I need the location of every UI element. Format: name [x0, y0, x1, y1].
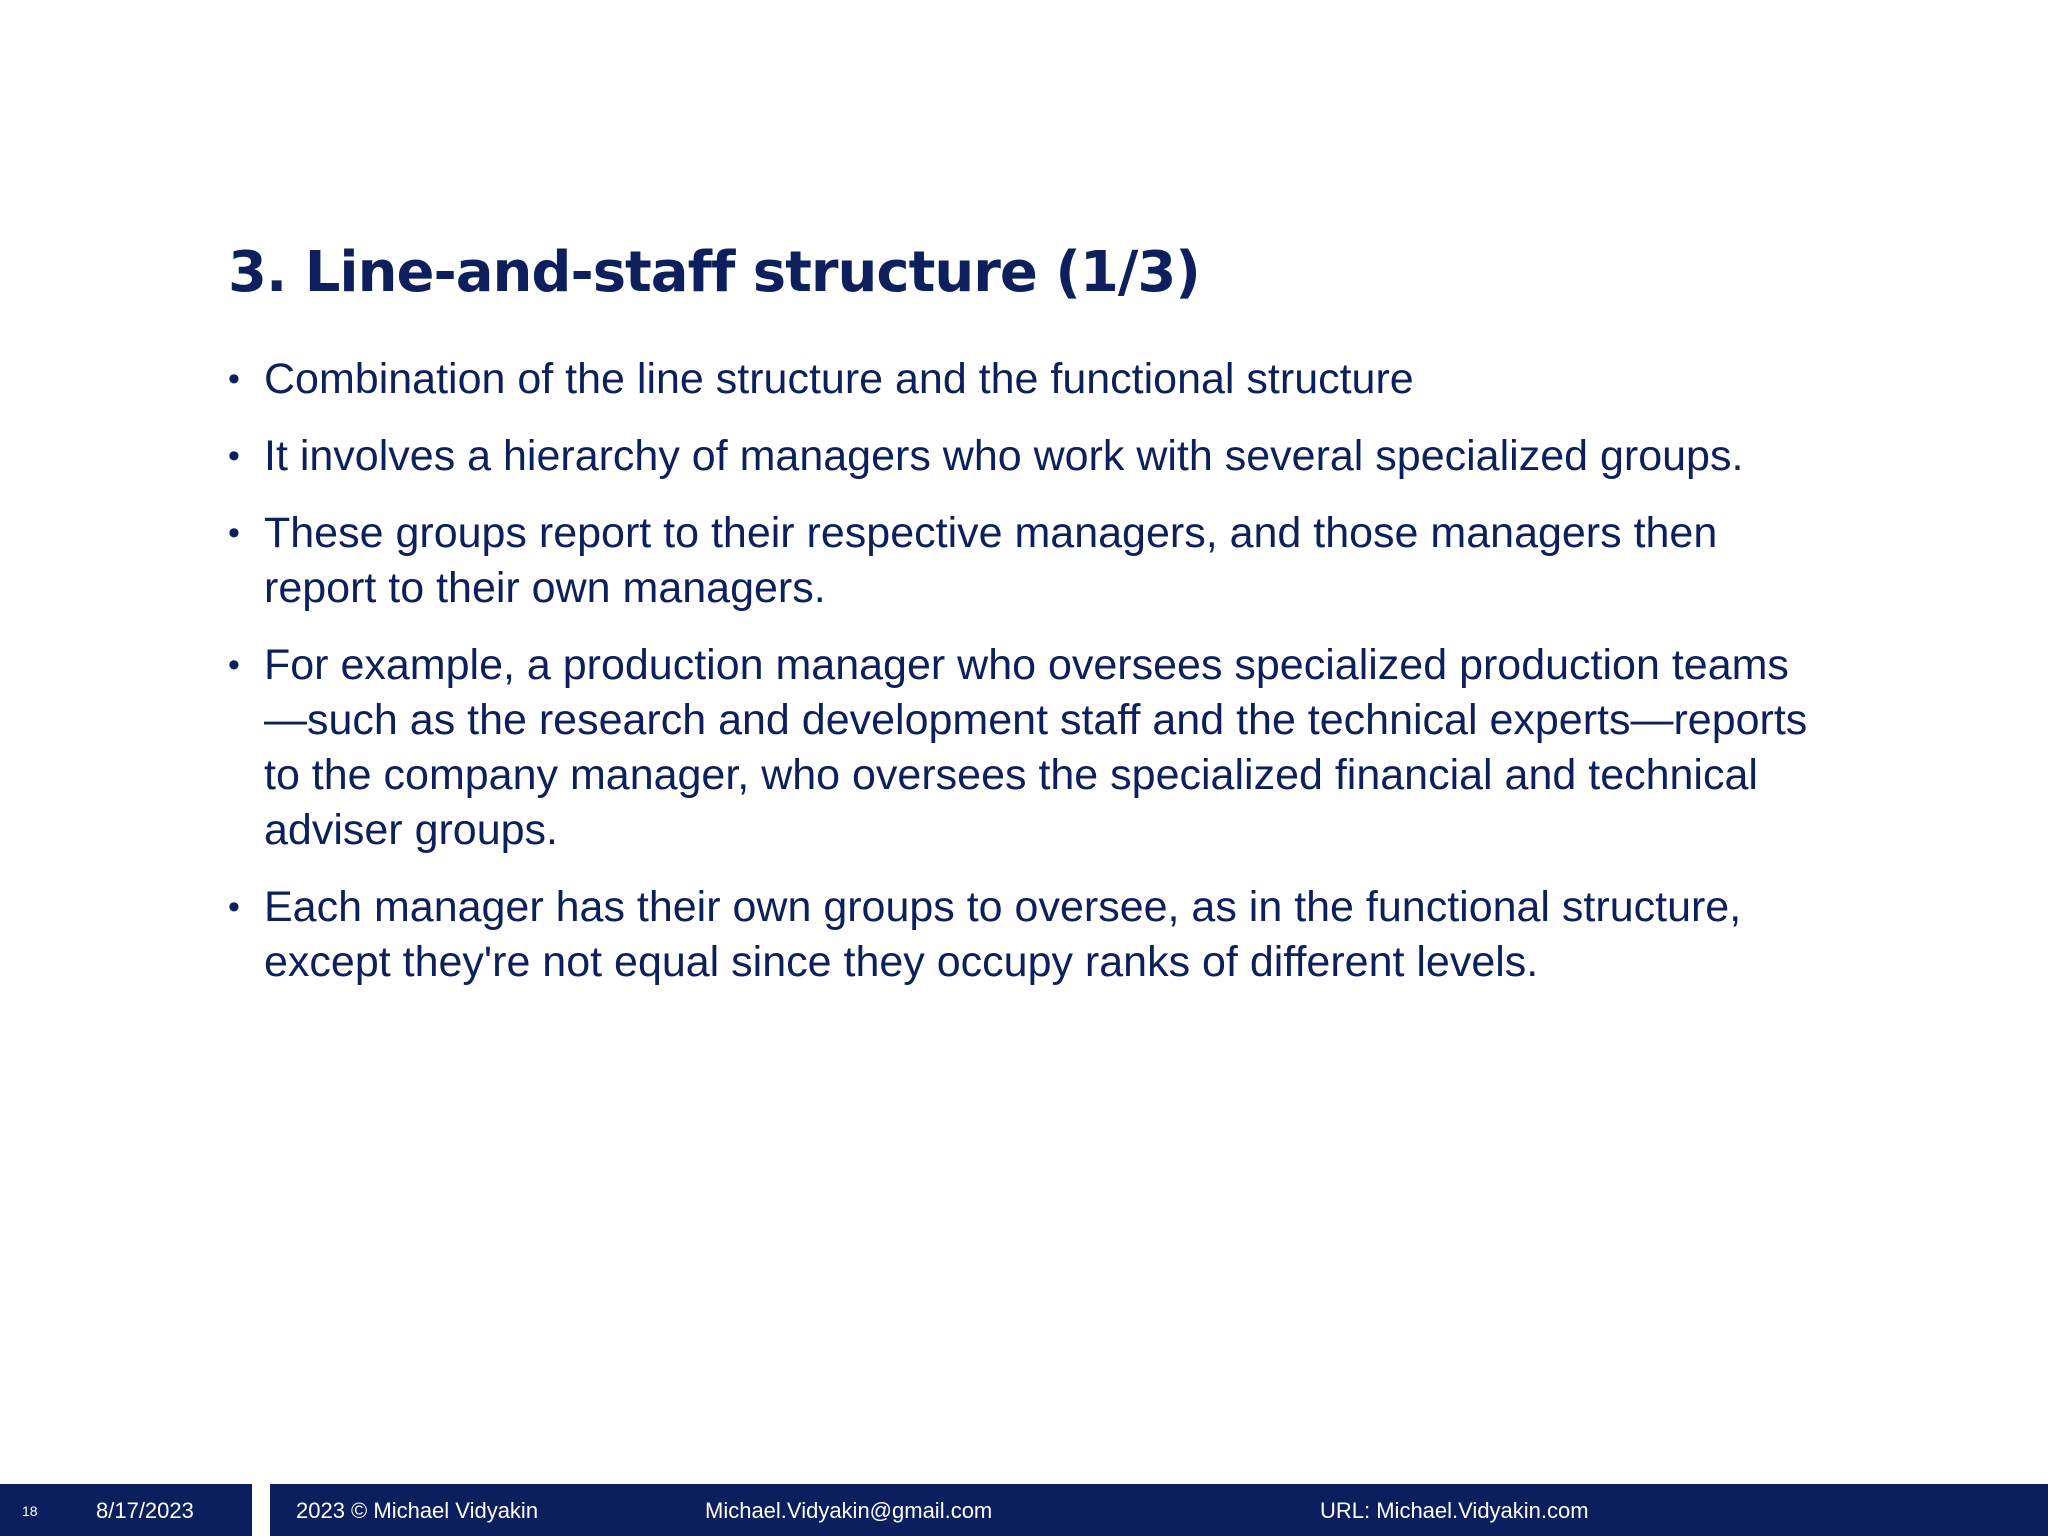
bullet-item — [228, 638, 1828, 858]
bullet-text: It involves a hierarchy of managers who work with several specialized groups. — [264, 432, 1744, 480]
bullet-icon: • — [228, 888, 240, 926]
slide-title: 3. Line-and-staff structure (1/3) — [228, 240, 1200, 305]
bullet-icon: • — [228, 514, 240, 552]
bullet-icon: • — [228, 646, 240, 684]
bullet-item — [228, 506, 1828, 616]
bullet-text: Combination of the line structure and the functional structure — [264, 355, 1414, 403]
bullet-list — [228, 352, 1828, 1012]
footer-date: 8/17/2023 — [96, 1498, 194, 1523]
footer-email: Michael.Vidyakin@gmail.com — [705, 1498, 993, 1523]
bullet-item — [228, 429, 1828, 484]
slide-number: 18 — [22, 1503, 38, 1519]
bullet-text: For example, a production manager who oversees specialized production teams—such as the research and development staff and the technical experts—reports to the company manager, who oversees the specialized financial and technical adviser groups. — [264, 641, 1808, 854]
bullet-text: These groups report to their respective managers, and those managers then report to their own managers. — [264, 509, 1718, 612]
bullet-item — [228, 880, 1828, 990]
footer-copyright: 2023 © Michael Vidyakin — [296, 1498, 539, 1523]
bullet-icon: • — [228, 360, 240, 398]
bullet-icon: • — [228, 437, 240, 475]
footer-url: URL: Michael.Vidyakin.com — [1320, 1498, 1589, 1523]
bullet-text: Each manager has their own groups to oversee, as in the functional structure, except they're not equal since they occupy ranks of different levels. — [264, 883, 1742, 986]
bullet-item — [228, 352, 1828, 407]
